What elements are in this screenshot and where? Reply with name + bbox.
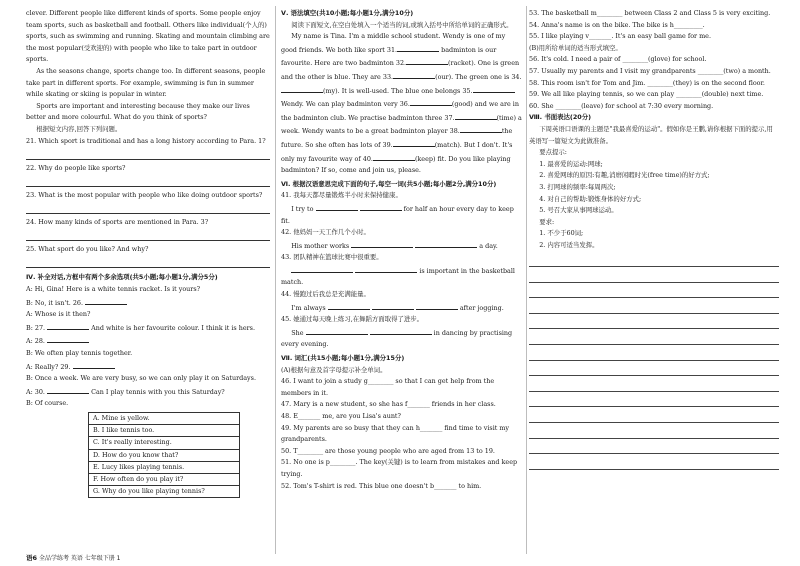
- blank-44a[interactable]: [328, 301, 370, 310]
- vocab-item: 46. I want to join a study g________ so that I can get help from the members in it.: [281, 377, 495, 397]
- blank-37[interactable]: [455, 111, 497, 120]
- dialogue-line: A: Whose is it then?: [26, 310, 91, 319]
- tip-item: 4. 对自己的帮助:锻炼身体的好方式;: [539, 194, 642, 203]
- option-item: B. I like tennis too.: [89, 425, 239, 437]
- option-item: F. How often do you play it?: [89, 474, 239, 486]
- column-middle: [281, 8, 523, 492]
- answer-line[interactable]: [26, 229, 270, 242]
- option-item: C. It's really interesting.: [89, 437, 239, 449]
- sentence-en: is important in the basketball match.: [281, 264, 523, 289]
- option-item: E. Lucy likes playing tennis.: [89, 462, 239, 474]
- column-left: [26, 8, 270, 498]
- blank-32[interactable]: [406, 56, 448, 65]
- blank-27[interactable]: [47, 321, 89, 330]
- question-22: 22. Why do people like sports?: [26, 163, 126, 172]
- sentence-cn: 42. 他妈妈一天工作几个小时。: [281, 228, 370, 237]
- answer-line[interactable]: [26, 202, 270, 215]
- blank-43b[interactable]: [355, 264, 417, 273]
- section-7b-subtitle: (B)用所给单词的适当形式填空。: [529, 43, 622, 52]
- answer-line[interactable]: [26, 256, 270, 269]
- writing-intro: 下周英语口语课的主题是"我最喜爱的运动"。假如你是王鹏,请你根据下面的提示,用英语写一篇短文为此做准备。: [529, 124, 773, 145]
- question-23: 23. What is the most popular with people who like doing outdoor sports?: [26, 190, 263, 199]
- blank-43a[interactable]: [291, 264, 353, 273]
- sentence-cn: 45. 她通过每天晚上练习,在舞蹈方面取得了进步。: [281, 315, 424, 324]
- vocab-item: 52. Tom's T-shirt is red. This blue one doesn't b_______ to him.: [281, 481, 482, 490]
- options-box: [88, 412, 240, 498]
- blank-30[interactable]: [47, 385, 89, 394]
- vocab-item: 50. T________ are those young people who are aged from 13 to 19.: [281, 446, 495, 455]
- footer-text: 全品学练考 英语 七年级下册 1: [38, 555, 121, 562]
- option-item: A. Mine is yellow.: [89, 413, 239, 425]
- sentence-cn: 44. 慢跑过后我总是充满能量。: [281, 290, 370, 299]
- answer-line[interactable]: [26, 174, 270, 187]
- dialogue-line: A: 28.: [26, 334, 270, 348]
- question-24: 24. How many kinds of sports are mentioned in Para. 3?: [26, 218, 209, 227]
- option-item: D. How do you know that?: [89, 450, 239, 462]
- sentence-en: She in dancing by practising every evening.: [281, 326, 523, 351]
- requirement-item: 1. 不少于60词;: [539, 229, 584, 238]
- question-21: 21. Which sport is traditional and has a long history according to Para. 1?: [26, 136, 266, 145]
- blank-44c[interactable]: [416, 301, 458, 310]
- passage-paragraph: clever. Different people like different kinds of sports. Some people enjoy team sports, such as basketball and football. Others like individual(个人的) sports, such as swimming and running. Skating and mountain climbing are the most popular(受欢迎的) with people who like to take part in outdoor sports.: [26, 9, 270, 64]
- writing-area[interactable]: [529, 251, 779, 469]
- dialogue-line: B: Of course.: [26, 399, 69, 408]
- sentence-cn: 41. 我每天都尽量锻炼半小时来保持健康。: [281, 191, 402, 200]
- section-7-subtitle: (A)根据句意及首字母提示补全单词。: [281, 365, 387, 374]
- vocab-item: 57. Usually my parents and I visit my grandparents ________(two) a month.: [529, 66, 771, 75]
- dialogue-line: A: Hi, Gina! Here is a white tennis racket. Is it yours?: [26, 285, 201, 294]
- blank-34[interactable]: [281, 84, 323, 93]
- blank-28[interactable]: [47, 334, 89, 343]
- page-label: 语6: [26, 554, 38, 562]
- dialogue-line: B: Once a week. We are very busy, so we can only play it on Saturdays.: [26, 374, 256, 383]
- blank-41b[interactable]: [360, 202, 402, 211]
- blank-45a[interactable]: [306, 326, 368, 335]
- vocab-item: 55. I like playing v_______. It's an easy ball game for me.: [529, 32, 711, 41]
- blank-41a[interactable]: [316, 202, 358, 211]
- blank-42a[interactable]: [351, 239, 413, 248]
- sentence-en: I try to for half an hour every day to keep fit.: [281, 202, 523, 227]
- blank-35[interactable]: [473, 84, 515, 93]
- blank-36[interactable]: [410, 97, 452, 106]
- sentence-en: I'm always after jogging.: [281, 301, 523, 315]
- blank-31[interactable]: [397, 43, 439, 52]
- blank-40[interactable]: [373, 152, 415, 161]
- blank-29[interactable]: [73, 360, 115, 369]
- vocab-item: 47. Mary is a new student, so she has f_______ friends in her class.: [281, 400, 496, 409]
- blank-26[interactable]: [85, 296, 127, 305]
- answer-line[interactable]: [26, 147, 270, 160]
- blank-44b[interactable]: [372, 301, 414, 310]
- dialogue-line: B: 27. And white is her favourite colour. I think it is hers.: [26, 321, 270, 335]
- vocab-item: 53. The basketball m________ between Class 2 and Class 5 is very exciting.: [529, 9, 771, 17]
- dialogue-line: B: No, it isn't. 26.: [26, 296, 270, 310]
- column-divider: [275, 6, 276, 554]
- cloze-passage: My name is Tina. I'm a middle school student. Wendy is one of my good friends. We both like sport 31. badminton is our favourite. Here are two badminton 32. (racket). One is green and the other is blue. They are 33. (our). The green one is 34.(my). It is well-used. The blue one belongs 35.Wendy. We can play badminton very 36. (good) and we are in the badminton club. We practise badminton three 37. (time) a week. Wendy wants to be a great badminton player 38. the future. So she often has lots of 39. (match). But I don't. It's only my favourite way of 40. (keep) fit. Do you like playing badminton? If so, come and join us, please.: [281, 32, 522, 175]
- tip-item: 2. 喜爱网球的原因:有趣,消磨闲暇时光(free time)的好方式;: [539, 171, 710, 180]
- tip-item: 1. 最喜爱的运动:网球;: [539, 159, 603, 168]
- dialogue-line: A: 30. Can I play tennis with you this Saturday?: [26, 385, 270, 399]
- section-5-instruction: 阅读下面短文,在空白处填入一个适当的词,或填入括号中所给单词的正确形式。: [291, 20, 513, 29]
- tip-item: 3. 打网球的频率:每周两次;: [539, 182, 616, 191]
- column-right: [529, 8, 779, 470]
- blank-39[interactable]: [393, 138, 435, 147]
- blank-42b[interactable]: [415, 239, 477, 248]
- requirements-label: 要求:: [539, 217, 555, 226]
- sentence-en: His mother works a day.: [281, 239, 523, 253]
- requirement-item: 2. 内容可适当发挥。: [539, 240, 599, 249]
- page-footer: [26, 553, 121, 562]
- blank-38[interactable]: [460, 124, 502, 133]
- section-8-title: Ⅷ. 书面表达(20分): [529, 113, 592, 122]
- vocab-item: 59. We all like playing tennis, so we can play ________(double) next time.: [529, 90, 764, 99]
- vocab-item: 58. This room isn't for Tom and Jim. ________(they) is on the second floor.: [529, 78, 765, 87]
- tip-item: 5. 号召大家从事网球运动。: [539, 206, 618, 215]
- vocab-item: 51. No one is p________. The key(关键) is to learn from mistakes and keep trying.: [281, 458, 518, 478]
- blank-33[interactable]: [393, 70, 435, 79]
- section-7-title: Ⅶ. 词汇(共15小题;每小题1分,满分15分): [281, 354, 405, 363]
- vocab-item: 48. E_______ me, are you Lisa's aunt?: [281, 412, 401, 420]
- question-25: 25. What sport do you like? And why?: [26, 245, 149, 254]
- tips-label: 要点提示:: [539, 148, 567, 157]
- sentence-cn: 43. 团队精神在篮球比赛中很重要。: [281, 253, 383, 262]
- section-5-title: Ⅴ. 语法填空(共10小题;每小题1分,满分10分): [281, 9, 414, 17]
- dialogue-line: B: We often play tennis together.: [26, 349, 133, 358]
- vocab-item: 56. It's cold. I need a pair of ________(glove) for school.: [529, 55, 707, 64]
- blank-45b[interactable]: [370, 326, 432, 335]
- column-divider: [526, 6, 527, 554]
- vocab-item: 49. My parents are so busy that they can h_______ find time to visit my grandparents.: [281, 423, 510, 444]
- section-4-title: Ⅳ. 补全对话,方框中有两个多余选项(共5小题;每小题1分,满分5分): [26, 273, 218, 282]
- section-6-title: Ⅵ. 根据汉语意思完成下面的句子,每空一词(共5小题;每小题2分,满分10分): [281, 179, 497, 188]
- vocab-item: 60. She ________(leave) for school at 7:30 every morning.: [529, 101, 714, 110]
- reading-instruction: 根据短文内容,回答下列问题。: [36, 124, 122, 133]
- option-item: G. Why do you like playing tennis?: [93, 487, 205, 496]
- vocab-item: 54. Anna's name is on the bike. The bike is h_________.: [529, 20, 705, 29]
- dialogue-line: A: Really? 29.: [26, 360, 270, 374]
- passage-paragraph: Sports are important and interesting because they make our lives better and more colourful. What do you think of sports?: [26, 101, 250, 122]
- passage-paragraph: As the seasons change, sports change too. In different seasons, people take part in different sports. For example, swimming is fun in summer while skating or skiing is popular in winter.: [26, 66, 266, 99]
